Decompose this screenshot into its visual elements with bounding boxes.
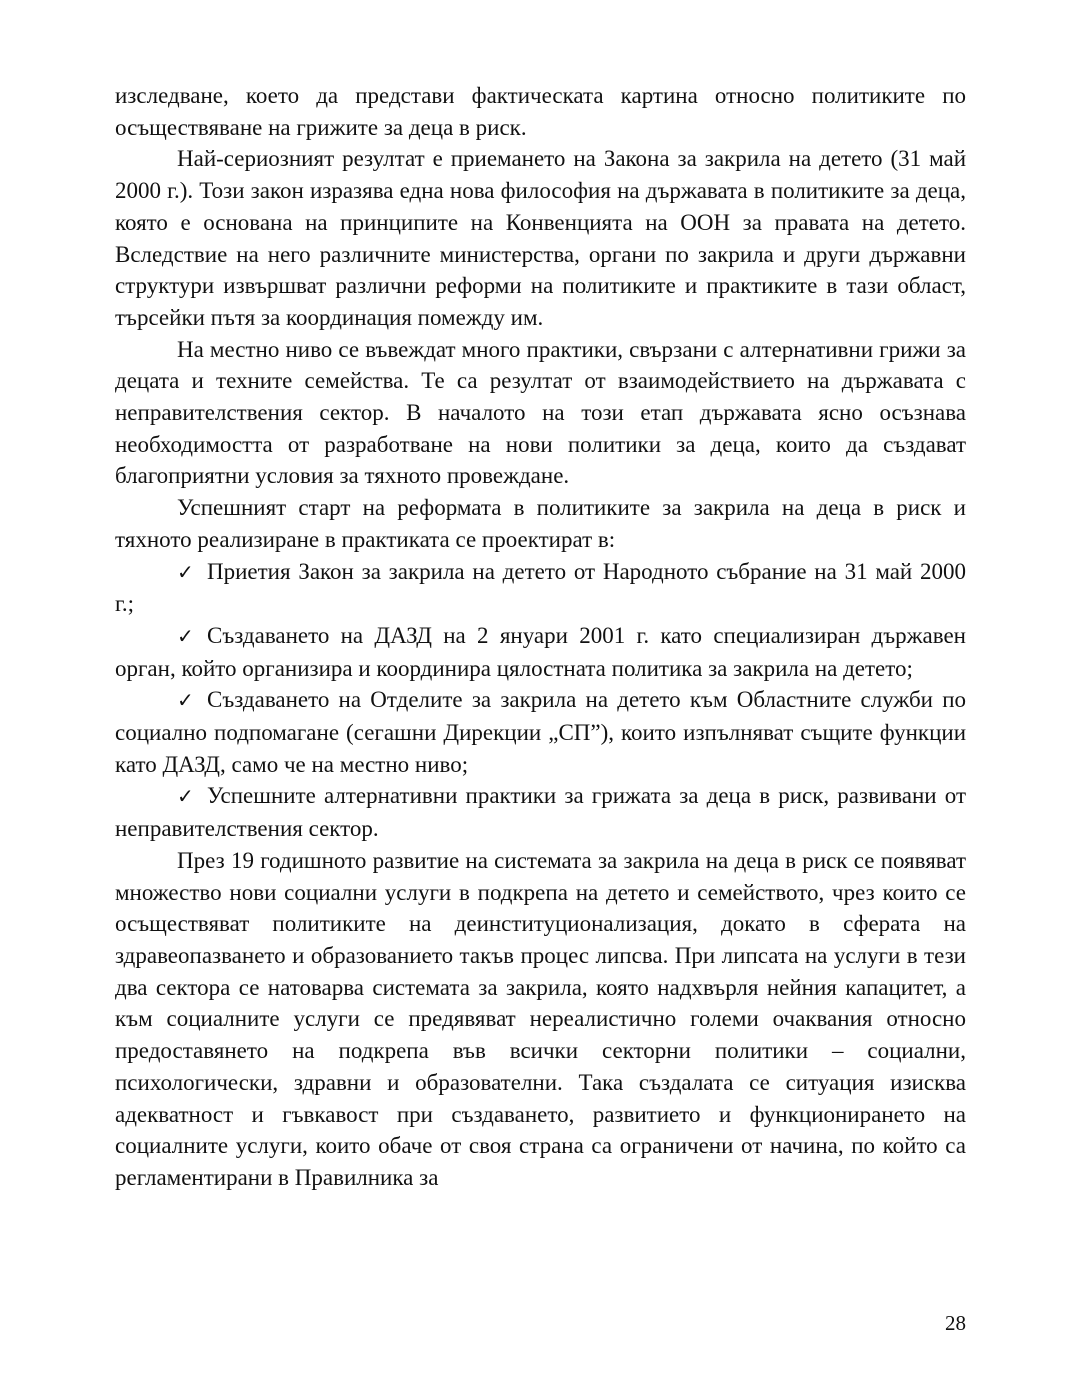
paragraph-reform-start: Успешният старт на реформата в политиките за закрила на деца в риск и тяхното реализиране в практиката се проектират в: bbox=[115, 495, 966, 552]
bullet-text: Създаването на ДАЗД на 2 януари 2001 г. като специализиран държавен орган, който организира и координира цялостната политика за закрила на детето; bbox=[115, 622, 966, 681]
paragraph-child-protection-act: Най-сериозният резултат е приемането на Закона за закрила на детето (31 май 2000 г.). Този закон изразява една нова философия на държавата в политиките за деца, която е основана на принципите на Конвенцията на ООН за правата на детето. Вследствие на него различните министерства, органи по закрила и други държавни структури извършват различни реформи на политиките и практиките в тази област, търсейки пътя за координация помежду им. bbox=[115, 146, 966, 330]
body-text bbox=[115, 80, 966, 1194]
bullet-text: Успешните алтернативни практики за грижата за деца в риск, развивани от неправителствения сектор. bbox=[115, 783, 966, 842]
checkmark-icon: ✓ bbox=[177, 559, 194, 584]
bullet-item bbox=[115, 620, 966, 684]
paragraph-continuation: изследване, което да представи фактическата картина относно политиките по осъществяване на грижите за деца в риск. bbox=[115, 83, 966, 140]
page-number: 28 bbox=[945, 1311, 966, 1335]
bullet-text: Приетия Закон за закрила на детето от Народното събрание на 31 май 2000 г.; bbox=[115, 558, 966, 617]
paragraph-social-services: През 19 годишното развитие на системата за закрила на деца в риск се появяват множество нови социални услуги в подкрепа на детето и семейството, чрез които се осъществяват политиките на деинституционализация, докато в сферата на здравеопазването и образованието такъв процес липсва. При липсата на услуги в тези два сектора се натоварва системата за закрила, която надхвърля нейния капацитет, а към социалните услуги се предявяват нереалистично големи очаквания относно предоставянето на подкрепа във всички секторни политики – социални, психологически, здравни и образователни. Така създалата се ситуация изисква адекватност и гъвкавост при създаването, развитието и функционирането на социалните услуги, които обаче от своя страна са ограничени от начина, по който са регламентирани в Правилника за bbox=[115, 847, 966, 1190]
bullet-item bbox=[115, 684, 966, 780]
bullet-item bbox=[115, 780, 966, 844]
bullet-item bbox=[115, 556, 966, 620]
checkmark-icon: ✓ bbox=[177, 688, 194, 713]
checkmark-icon: ✓ bbox=[177, 623, 194, 648]
bullet-text: Създаването на Отделите за закрила на детето към Областните служби по социално подпомагане (сегашни Дирекции „СП”), които изпълняват същите функции като ДАЗД, само че на местно ниво; bbox=[115, 687, 966, 777]
checkmark-icon: ✓ bbox=[177, 784, 194, 809]
paragraph-local-practices: На местно ниво се въвеждат много практики, свързани с алтернативни грижи за децата и техните семейства. Те са резултат от взаимодействието на държавата с неправителствения сектор. В началото на този етап държавата ясно осъзнава необходимостта от разработване на нови политики за деца, които да създават благоприятни условия за тяхното провеждане. bbox=[115, 336, 966, 489]
